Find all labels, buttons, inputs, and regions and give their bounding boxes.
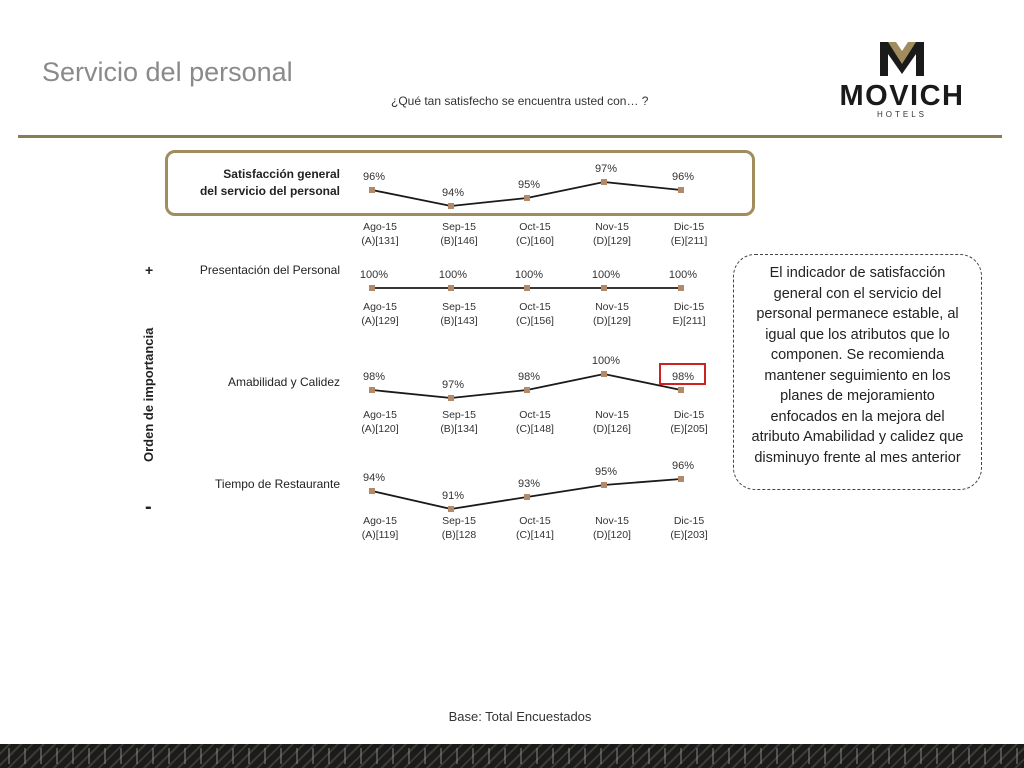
data-point-2-0 bbox=[369, 387, 375, 393]
x-label-0-0: Ago-15 bbox=[363, 221, 397, 233]
x-sublabel-1-1: (B)[143] bbox=[440, 315, 478, 327]
x-label-3-4: Dic-15 bbox=[673, 515, 705, 527]
data-point-3-1 bbox=[448, 506, 454, 512]
x-sublabel-2-4: (E)[205] bbox=[670, 423, 708, 435]
data-label-1-0: 100% bbox=[359, 269, 389, 281]
data-point-0-4 bbox=[678, 187, 684, 193]
x-label-1-1: Sep-15 bbox=[442, 301, 476, 313]
x-label-1-2: Oct-15 bbox=[519, 301, 551, 313]
data-point-0-3 bbox=[601, 179, 607, 185]
data-label-0-2: 95% bbox=[517, 179, 541, 191]
x-sublabel-2-3: (D)[126] bbox=[593, 423, 631, 435]
x-sublabel-0-2: (C)[160] bbox=[516, 235, 554, 247]
x-label-1-3: Nov-15 bbox=[595, 301, 629, 313]
x-label-2-2: Oct-15 bbox=[519, 409, 551, 421]
x-sublabel-1-4: E)[211] bbox=[672, 315, 706, 327]
x-label-1-4: Dic-15 bbox=[673, 301, 705, 313]
data-point-2-4 bbox=[678, 387, 684, 393]
x-sublabel-1-0: (A)[129] bbox=[361, 315, 399, 327]
row-label-satisfaccion-line1: Satisfacción general bbox=[223, 167, 340, 181]
x-label-2-4: Dic-15 bbox=[673, 409, 705, 421]
x-label-3-3: Nov-15 bbox=[595, 515, 629, 527]
x-label-0-3: Nov-15 bbox=[595, 221, 629, 233]
data-label-0-4: 96% bbox=[671, 171, 695, 183]
x-sublabel-2-0: (A)[120] bbox=[361, 423, 399, 435]
x-sublabel-1-2: (C)[156] bbox=[516, 315, 554, 327]
data-label-0-1: 94% bbox=[441, 187, 465, 199]
data-point-2-2 bbox=[524, 387, 530, 393]
base-note: Base: Total Encuestados bbox=[448, 709, 592, 724]
x-sublabel-0-0: (A)[131] bbox=[361, 235, 399, 247]
logo-brand: MOVICH bbox=[839, 80, 965, 112]
x-label-0-1: Sep-15 bbox=[442, 221, 476, 233]
data-label-2-4: 98% bbox=[671, 371, 695, 383]
x-label-3-0: Ago-15 bbox=[363, 515, 397, 527]
importance-axis-title: Orden de importancia bbox=[141, 327, 156, 462]
x-sublabel-3-1: (B)[128 bbox=[441, 529, 477, 541]
importance-minus-marker: - bbox=[145, 496, 152, 518]
data-label-3-4: 96% bbox=[671, 460, 695, 472]
data-point-3-3 bbox=[601, 482, 607, 488]
data-label-1-2: 100% bbox=[514, 269, 544, 281]
data-point-3-4 bbox=[678, 476, 684, 482]
data-label-3-1: 91% bbox=[441, 490, 465, 502]
footer-pattern-band bbox=[0, 744, 1024, 768]
data-point-0-0 bbox=[369, 187, 375, 193]
data-label-2-2: 98% bbox=[517, 371, 541, 383]
survey-question: ¿Qué tan satisfecho se encuentra usted con… ? bbox=[391, 94, 649, 108]
data-point-1-3 bbox=[601, 285, 607, 291]
x-sublabel-0-3: (D)[129] bbox=[593, 235, 631, 247]
data-label-1-1: 100% bbox=[438, 269, 468, 281]
data-point-2-3 bbox=[601, 371, 607, 377]
data-point-1-4 bbox=[678, 285, 684, 291]
data-point-1-2 bbox=[524, 285, 530, 291]
page-title: Servicio del personal bbox=[42, 57, 293, 87]
row-label-amabilidad: Amabilidad y Calidez bbox=[227, 375, 340, 389]
x-sublabel-2-2: (C)[148] bbox=[516, 423, 554, 435]
x-label-2-0: Ago-15 bbox=[363, 409, 397, 421]
logo-sub: HOTELS bbox=[876, 110, 927, 119]
x-sublabel-3-3: (D)[120] bbox=[593, 529, 631, 541]
importance-plus-marker: + bbox=[145, 262, 154, 278]
x-sublabel-0-1: (B)[146] bbox=[440, 235, 478, 247]
x-sublabel-0-4: (E)[211] bbox=[670, 235, 708, 247]
data-label-1-3: 100% bbox=[591, 269, 621, 281]
x-sublabel-1-3: (D)[129] bbox=[593, 315, 631, 327]
data-point-1-1 bbox=[448, 285, 454, 291]
data-point-0-1 bbox=[448, 203, 454, 209]
x-label-3-2: Oct-15 bbox=[519, 515, 551, 527]
data-label-2-3: 100% bbox=[591, 355, 621, 367]
x-label-0-2: Oct-15 bbox=[519, 221, 551, 233]
data-point-0-2 bbox=[524, 195, 530, 201]
data-label-3-2: 93% bbox=[517, 478, 541, 490]
row-label-tiempo: Tiempo de Restaurante bbox=[215, 477, 340, 491]
data-label-2-0: 98% bbox=[362, 371, 386, 383]
insight-note: El indicador de satisfacción general con el servicio del personal permanece estable, al igual que los atributos que lo componen. Se recomienda mantener seguimiento en los planes de mejoramiento enfocados en la mejora del atributo Amabilidad y calidez que disminuyo frente al mes anterior bbox=[733, 254, 982, 490]
x-label-0-4: Dic-15 bbox=[673, 221, 705, 233]
data-label-3-3: 95% bbox=[594, 466, 618, 478]
x-sublabel-2-1: (B)[134] bbox=[440, 423, 478, 435]
x-label-2-3: Nov-15 bbox=[595, 409, 629, 421]
x-sublabel-3-2: (C)[141] bbox=[516, 529, 554, 541]
row-label-satisfaccion-line2: del servicio del personal bbox=[199, 184, 340, 198]
data-point-1-0 bbox=[369, 285, 375, 291]
data-label-0-3: 97% bbox=[594, 163, 618, 175]
data-label-0-0: 96% bbox=[362, 171, 386, 183]
data-point-2-1 bbox=[448, 395, 454, 401]
x-label-3-1: Sep-15 bbox=[442, 515, 476, 527]
x-label-2-1: Sep-15 bbox=[442, 409, 476, 421]
row-label-presentacion: Presentación del Personal bbox=[199, 263, 340, 277]
data-label-3-0: 94% bbox=[362, 472, 386, 484]
data-label-2-1: 97% bbox=[441, 379, 465, 391]
data-point-3-2 bbox=[524, 494, 530, 500]
data-label-1-4: 100% bbox=[668, 269, 698, 281]
x-sublabel-3-4: (E)[203] bbox=[670, 529, 708, 541]
data-point-3-0 bbox=[369, 488, 375, 494]
x-sublabel-3-0: (A)[119] bbox=[361, 529, 399, 541]
x-label-1-0: Ago-15 bbox=[363, 301, 397, 313]
